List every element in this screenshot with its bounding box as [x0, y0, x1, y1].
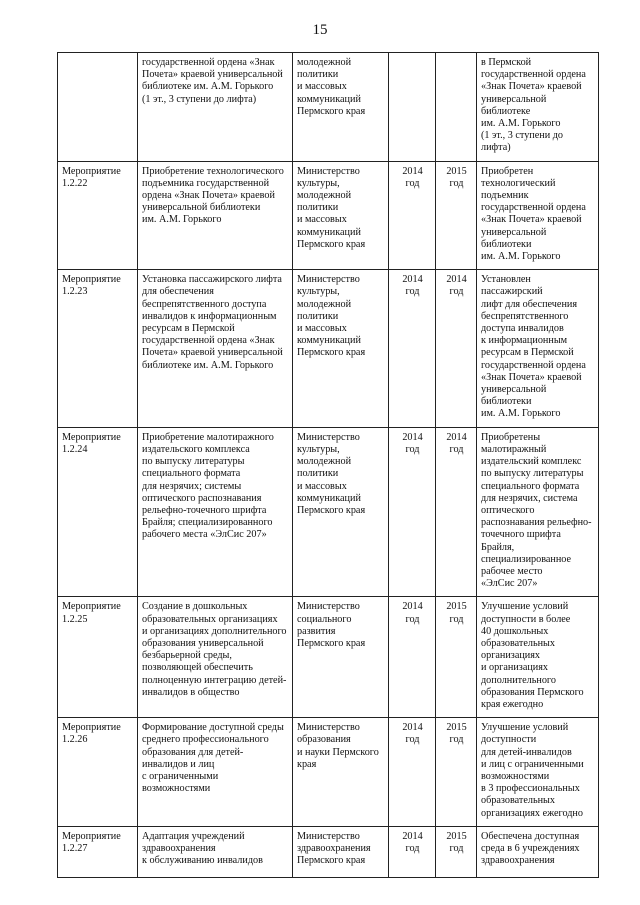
table-row: [58, 826, 599, 877]
table-row: [58, 161, 599, 270]
measure-id-cell: Мероприятие 1.2.22: [58, 161, 138, 270]
start-year-cell: 2014 год: [389, 597, 436, 718]
result-cell: Улучшение условий доступности в более 40 дошкольных образовательных организациях и организациях дополнительного образования Пермского края ежегодно: [477, 597, 599, 718]
measure-name-cell: Адаптация учреждений здравоохранения к обслуживанию инвалидов: [138, 826, 293, 877]
measure-id-cell: [58, 53, 138, 162]
start-year-cell: 2014 год: [389, 270, 436, 427]
executor-cell: Министерство культуры, молодежной политики и массовых коммуникаций Пермского края: [293, 161, 389, 270]
table-row: [58, 427, 599, 597]
measure-id-cell: Мероприятие 1.2.24: [58, 427, 138, 597]
table-row: [58, 270, 599, 427]
measure-name-cell: Установка пассажирского лифта для обеспечения беспрепятственного доступа инвалидов к информационным ресурсам в Пермской государственной ордена «Знак Почета» краевой универсальной библиотеке им. А.М. Горького: [138, 270, 293, 427]
measure-id-cell: Мероприятие 1.2.27: [58, 826, 138, 877]
result-cell: Приобретен технологический подъемник государственной ордена «Знак Почета» краевой универсальной библиотеки им. А.М. Горького: [477, 161, 599, 270]
start-year-cell: 2014 год: [389, 161, 436, 270]
end-year-cell: 2015 год: [436, 826, 477, 877]
executor-cell: Министерство здравоохранения Пермского края: [293, 826, 389, 877]
start-year-cell: 2014 год: [389, 826, 436, 877]
measure-name-cell: Приобретение технологического подъемника государственной ордена «Знак Почета» краевой универсальной библиотеки им. А.М. Горького: [138, 161, 293, 270]
page-number: 15: [312, 22, 328, 38]
end-year-cell: [436, 53, 477, 162]
executor-cell: молодежной политики и массовых коммуникаций Пермского края: [293, 53, 389, 162]
executor-cell: Министерство социального развития Пермского края: [293, 597, 389, 718]
measure-name-cell: Создание в дошкольных образовательных организациях и организациях дополнительного образования универсальной безбарьерной среды, позволяющей обеспечить полноценную интеграцию детей- инвалидов в общество: [138, 597, 293, 718]
measure-name-cell: Формирование доступной среды среднего профессионального образования для детей- инвалидов и лиц с ограниченными возможностями: [138, 718, 293, 827]
measure-name-cell: государственной ордена «Знак Почета» краевой универсальной библиотеке им. А.М. Горького (1 эт., 3 ступени до лифта): [138, 53, 293, 162]
end-year-cell: 2014 год: [436, 427, 477, 597]
table-row: [58, 718, 599, 827]
end-year-cell: 2015 год: [436, 718, 477, 827]
table-row: [58, 53, 599, 162]
result-cell: Улучшение условий доступности для детей-инвалидов и лиц с ограниченными возможностями в 3 профессиональных образовательных организациях ежегодно: [477, 718, 599, 827]
result-cell: Приобретены малотиражный издательский комплекс по выпуску литературы специального формата для незрячих, система оптического распознавания рельефно- точечного шрифта Брайля, специализированное рабочее место «ЭлСис 207»: [477, 427, 599, 597]
end-year-cell: 2015 год: [436, 161, 477, 270]
start-year-cell: 2014 год: [389, 427, 436, 597]
measures-table: [57, 52, 599, 878]
start-year-cell: [389, 53, 436, 162]
measure-id-cell: Мероприятие 1.2.26: [58, 718, 138, 827]
result-cell: Установлен пассажирский лифт для обеспечения беспрепятственного доступа инвалидов к информационным ресурсам в Пермской государственной ордена «Знак Почета» краевой универсальной библиотеки им. А.М. Горького: [477, 270, 599, 427]
executor-cell: Министерство культуры, молодежной политики и массовых коммуникаций Пермского края: [293, 427, 389, 597]
table-row: [58, 597, 599, 718]
result-cell: в Пермской государственной ордена «Знак Почета» краевой универсальной библиотеке им. А.М. Горького (1 эт., 3 ступени до лифта): [477, 53, 599, 162]
executor-cell: Министерство образования и науки Пермского края: [293, 718, 389, 827]
result-cell: Обеспечена доступная среда в 6 учреждениях здравоохранения: [477, 826, 599, 877]
executor-cell: Министерство культуры, молодежной политики и массовых коммуникаций Пермского края: [293, 270, 389, 427]
measure-id-cell: Мероприятие 1.2.25: [58, 597, 138, 718]
measure-id-cell: Мероприятие 1.2.23: [58, 270, 138, 427]
measure-name-cell: Приобретение малотиражного издательского комплекса по выпуску литературы специального формата для незрячих; системы оптического распознавания рельефно-точечного шрифта Брайля; специализированного рабочего места «ЭлСис 207»: [138, 427, 293, 597]
start-year-cell: 2014 год: [389, 718, 436, 827]
end-year-cell: 2014 год: [436, 270, 477, 427]
end-year-cell: 2015 год: [436, 597, 477, 718]
